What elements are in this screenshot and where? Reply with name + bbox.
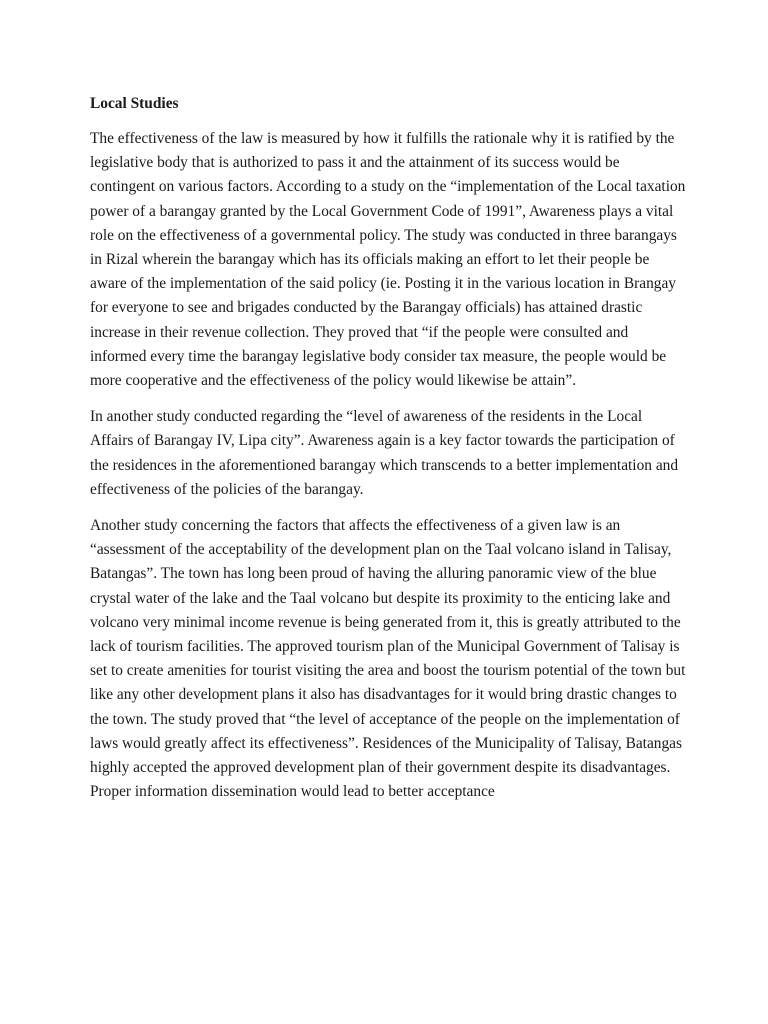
section-heading: Local Studies bbox=[90, 95, 179, 112]
document-page bbox=[90, 92, 688, 816]
paragraph-1: The effectiveness of the law is measured by how it fulfills the rationale why it is ratified by the legislative body that is authorized to pass it and the attainment of its success would be contingent on various factors. According to a study on the “implementation of the Local taxation power of a barangay granted by the Local Government Code of 1991”, Awareness plays a vital role on the effectiveness of a governmental policy. The study was conducted in three barangays in Rizal wherein the barangay which has its officials making an effort to let their people be aware of the implementation of the said policy (ie. Posting it in the various location in Brangay for everyone to see and brigades conducted by the Barangay officials) has attained drastic increase in their revenue collection. They proved that “if the people were consulted and informed every time the barangay legislative body consider tax measure, the people would be more cooperative and the effectiveness of the policy would likewise be attain”. bbox=[90, 130, 686, 390]
paragraph-2: In another study conducted regarding the “level of awareness of the residents in the Local Affairs of Barangay IV, Lipa city”. Awareness again is a key factor towards the participation of the residences in the aforementioned barangay which transcends to a better implementation and effectiveness of the policies of the barangay. bbox=[90, 408, 679, 498]
paragraph-3: Another study concerning the factors that affects the effectiveness of a given law is an “assessment of the acceptability of the development plan on the Taal volcano island in Talisay, Batangas”. The town has long been proud of having the alluring panoramic view of the blue crystal water of the lake and the Taal volcano but despite its proximity to the enticing lake and volcano very minimal income revenue is being generated from it, this is greatly attributed to the lack of tourism facilities. The approved tourism plan of the Municipal Government of Talisay is set to create amenities for tourist visiting the area and boost the tourism potential of the town but like any other development plans it also has disadvantages for it would bring drastic changes to the town. The study proved that “the level of acceptance of the people on the implementation of laws would greatly affect its effectiveness”. Residences of the Municipality of Talisay, Batangas highly accepted the approved development plan of their government despite its disadvantages. Proper information dissemination would lead to better acceptance bbox=[90, 517, 686, 801]
